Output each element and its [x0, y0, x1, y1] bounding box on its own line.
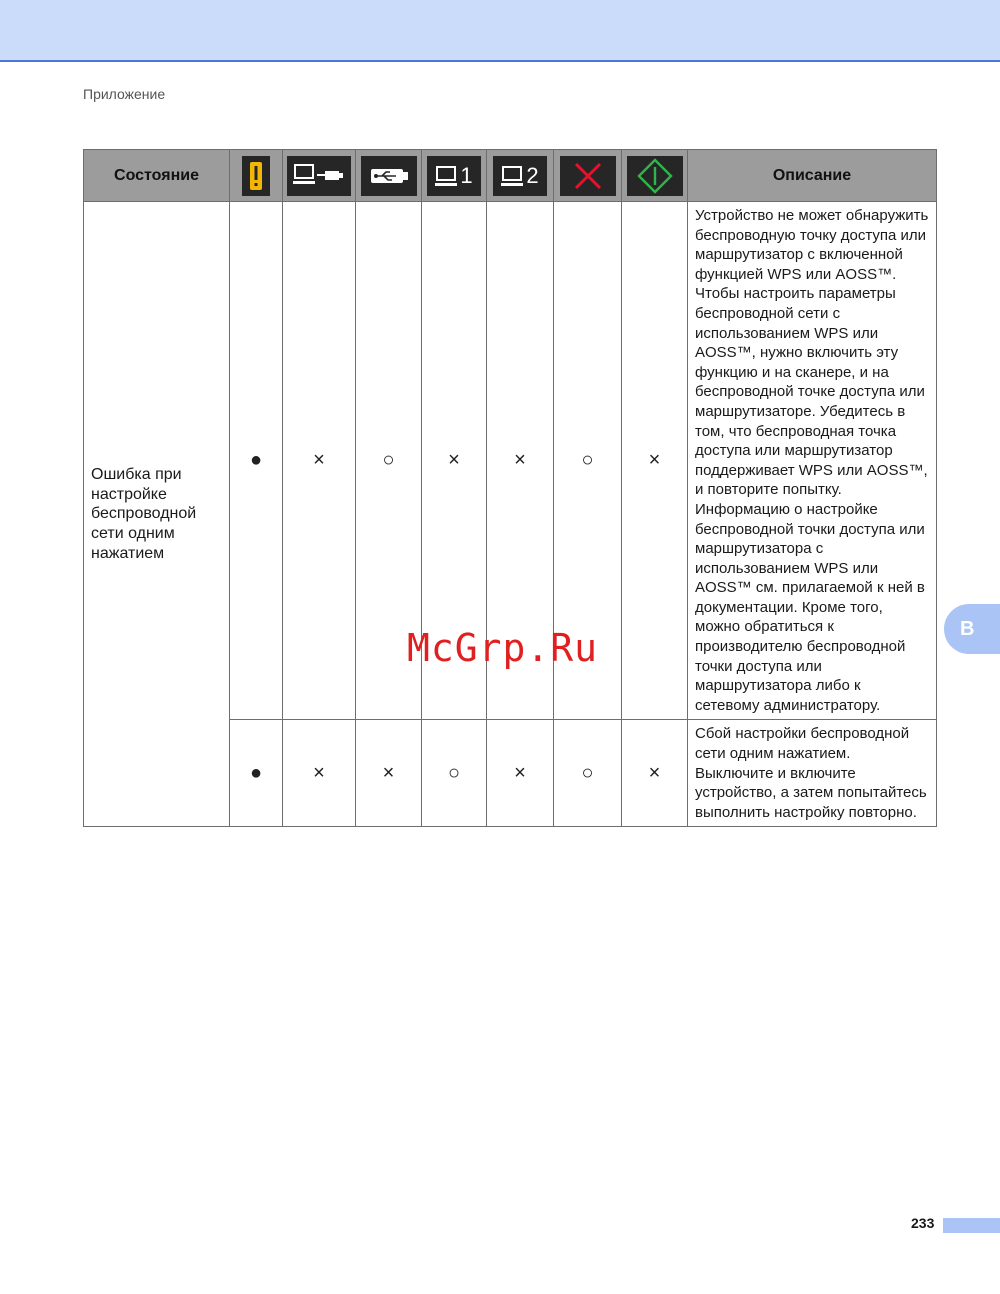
symbol-cell: ● — [230, 720, 283, 827]
table-header-row — [84, 150, 937, 202]
symbol-cell: × — [487, 202, 554, 720]
col-pc-usb — [283, 150, 356, 202]
page-number-bar — [943, 1218, 1000, 1233]
pc-usb-icon — [287, 156, 351, 196]
symbol-cell: ○ — [422, 720, 487, 827]
symbol-cell: ● — [230, 202, 283, 720]
symbol-cell: × — [422, 202, 487, 720]
watermark: McGrp.Ru — [407, 626, 599, 670]
col-start — [622, 150, 688, 202]
symbol-cell: × — [356, 720, 422, 827]
description-cell: Сбой настройки беспроводной сети одним нажатием. Выключите и включите устройство, а затем попытайтесь выполнить настройку повторно. — [688, 720, 937, 827]
col-pc2 — [487, 150, 554, 202]
symbol-cell: × — [283, 720, 356, 827]
symbol-cell: ○ — [554, 720, 622, 827]
col-description-header: Описание — [688, 150, 937, 202]
col-usb — [356, 150, 422, 202]
pc2-icon — [493, 156, 547, 196]
description-cell: Устройство не может обнаружить беспроводную точку доступа или маршрутизатор с включенной функцией WPS или AOSS™. Чтобы настроить параметры беспроводной сети с использованием WPS или AOSS™, нужно включить эту функцию и на сканере, и на беспроводной точке доступа или маршрутизаторе. Убедитесь в том, что беспроводная точка доступа или маршрутизатор поддерживает WPS или AOSS™, и повторите попытку. Информацию о настройке беспроводной точки доступа или маршрутизатора с использованием WPS или AOSS™ см. прилагаемой к ней в документации. Кроме того, можно обратиться к производителю беспроводной точки доступа или маршрутизатора либо к сетевому администратору. — [688, 202, 937, 720]
appendix-tab[interactable]: B — [944, 604, 1000, 654]
symbol-cell: × — [622, 720, 688, 827]
pc1-number: 1 — [460, 162, 473, 188]
col-state-header: Состояние — [84, 150, 230, 202]
warning-icon — [242, 156, 270, 196]
col-cancel — [554, 150, 622, 202]
symbol-cell: × — [622, 202, 688, 720]
symbol-cell: × — [487, 720, 554, 827]
pc1-icon — [427, 156, 481, 196]
status-table — [83, 149, 937, 827]
start-icon — [627, 156, 683, 196]
state-cell: Ошибка при настройке беспроводной сети одним нажатием — [84, 202, 230, 827]
symbol-cell: ○ — [554, 202, 622, 720]
section-label: Приложение — [83, 86, 166, 102]
symbol-cell: × — [283, 202, 356, 720]
header-band — [0, 0, 1000, 62]
page-number: 233 — [911, 1215, 935, 1231]
pc2-number: 2 — [526, 162, 539, 188]
symbol-cell: ○ — [356, 202, 422, 720]
usb-icon — [361, 156, 417, 196]
col-pc1 — [422, 150, 487, 202]
cancel-icon — [560, 156, 616, 196]
col-warning — [230, 150, 283, 202]
